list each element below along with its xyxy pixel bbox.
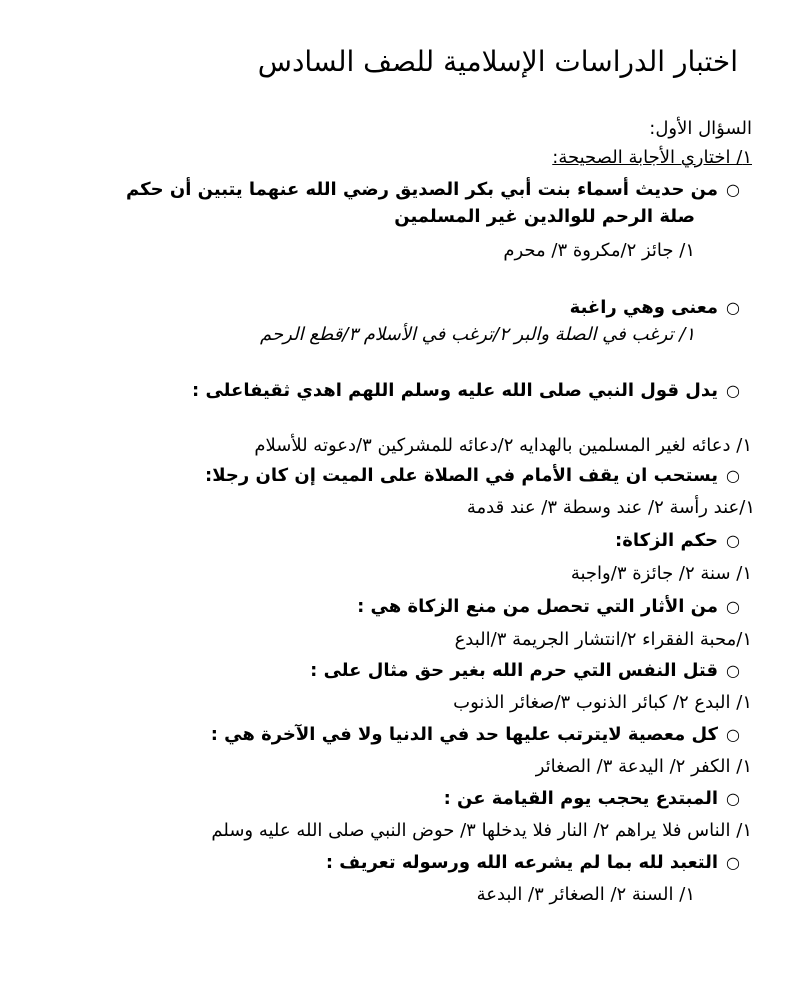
- question-5: [0, 528, 740, 554]
- question-10: [0, 850, 740, 876]
- question-2-text: معنى وهي راغبة: [569, 297, 719, 318]
- question-1-options: ١/ جائز ٢/مكروة ٣/ محرم: [503, 240, 695, 261]
- question-6-text: من الأثار التي تحصل من منع الزكاة هي :: [357, 596, 719, 617]
- question-10-options: ١/ السنة ٢/ الصغائر ٣/ البدعة: [476, 884, 695, 905]
- question-bullet-icon: [718, 463, 740, 489]
- question-1: [0, 177, 740, 203]
- question-1-text-line2: صلة الرحم للوالدين غير المسلمين: [394, 206, 695, 227]
- question-4-options: ١/عند رأسة ٢/ عند وسطة ٣/ عند قدمة: [466, 497, 755, 518]
- question-bullet-icon: [718, 528, 740, 554]
- question-7: [0, 658, 740, 684]
- question-4-text: يستحب ان يقف الأمام في الصلاة على الميت إن كان رجلا:: [205, 465, 719, 486]
- question-2-options: ١/ ترغب في الصلة والبر ٢/ترغب في الأسلام ٣/قطع الرحم: [260, 324, 695, 345]
- instruction: ١/ اختاري الأجابة الصحيحة:: [552, 147, 752, 168]
- question-9-options: ١/ الناس فلا يراهم ٢/ النار فلا يدخلها ٣/ حوض النبي صلى الله عليه وسلم: [211, 820, 752, 841]
- question-bullet-icon: [718, 722, 740, 748]
- question-9-text: المبتدع يحجب يوم القيامة عن :: [443, 788, 719, 809]
- question-9: [0, 786, 740, 812]
- question-5-text: حكم الزكاة:: [615, 530, 719, 551]
- question-5-options: ١/ سنة ٢/ جائزة ٣/واجبة: [570, 563, 752, 584]
- question-1-text-line1: من حديث أسماء بنت أبي بكر الصديق رضي الله عنهما يتبين أن حكم: [126, 179, 719, 200]
- question-6-options: ١/محبة الفقراء ٢/انتشار الجريمة ٣/البدع: [454, 629, 752, 650]
- question-6: [0, 594, 740, 620]
- question-bullet-icon: [718, 850, 740, 876]
- question-3-options: ١/ دعائه لغير المسلمين بالهدايه ٢/دعائه للمشركين ٣/دعوته للأسلام: [254, 435, 752, 456]
- exam-title: اختبار الدراسات الإسلامية للصف السادس: [257, 45, 738, 78]
- question-bullet-icon: [718, 295, 740, 321]
- question-4: [0, 463, 740, 489]
- question-7-options: ١/ البدع ٢/ كبائر الذنوب ٣/صغائر الذنوب: [453, 692, 752, 713]
- question-3: [0, 378, 740, 404]
- question-8-text: كل معصية لايترتب عليها حد في الدنيا ولا في الآخرة هي :: [210, 724, 719, 745]
- question-bullet-icon: [718, 786, 740, 812]
- section-heading: السؤال الأول:: [649, 118, 752, 139]
- question-bullet-icon: [718, 177, 740, 203]
- question-8-options: ١/ الكفر ٢/ اليدعة ٣/ الصغائر: [535, 756, 752, 777]
- question-2: [0, 295, 740, 321]
- question-bullet-icon: [718, 658, 740, 684]
- question-bullet-icon: [718, 594, 740, 620]
- question-8: [0, 722, 740, 748]
- question-10-text: التعبد لله بما لم يشرعه الله ورسوله تعريف :: [325, 852, 719, 873]
- question-7-text: قتل النفس التي حرم الله بغير حق مثال على :: [310, 660, 719, 681]
- question-bullet-icon: [718, 378, 740, 404]
- question-3-text: يدل قول النبي صلى الله عليه وسلم اللهم اهدي ثقيفاعلى :: [192, 380, 719, 401]
